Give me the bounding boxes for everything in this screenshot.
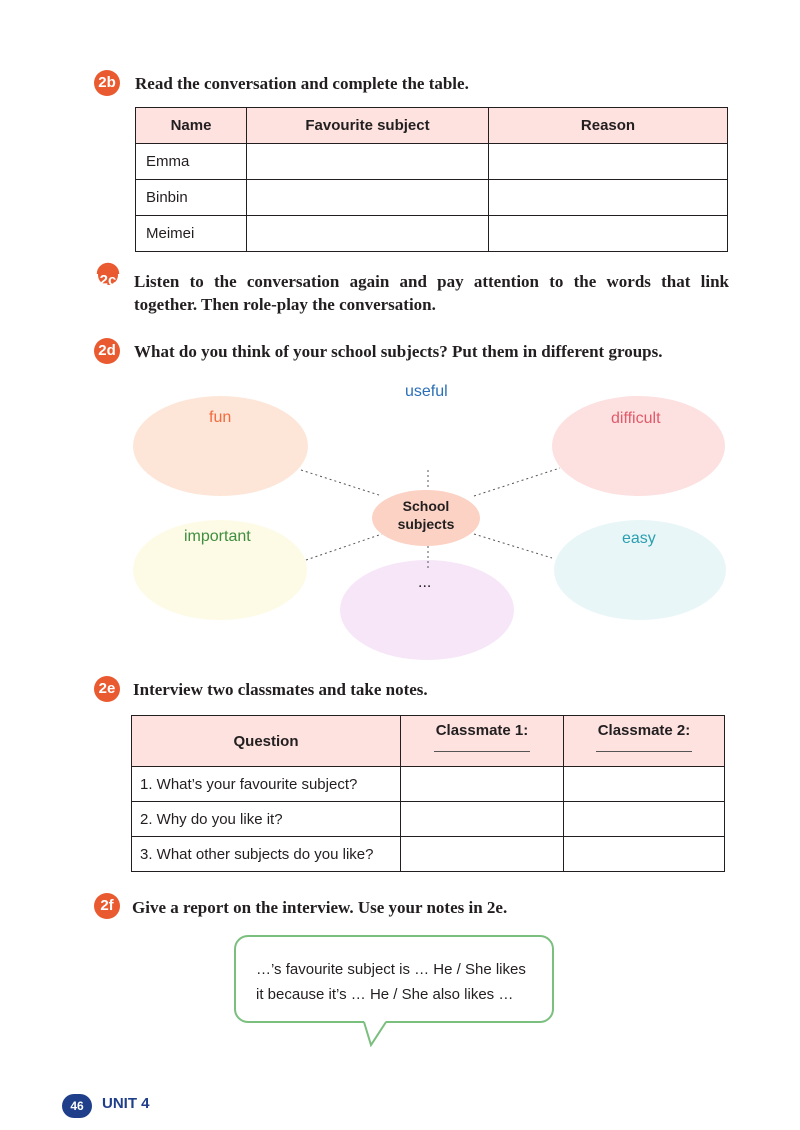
header-classmate-1-label: Classmate 1:	[435, 722, 529, 739]
instruction-2c-line1: Listen to the conversation again and pay attention to the words that link	[134, 272, 729, 291]
section-badge-2c: 2c	[99, 272, 117, 289]
group-label-easy: easy	[622, 530, 656, 547]
page-number: 46	[62, 1094, 92, 1118]
section-badge-2f: 2f	[94, 893, 120, 919]
speech-bubble	[234, 935, 554, 1023]
instruction-2f: Give a report on the interview. Use your notes in 2e.	[132, 898, 508, 917]
group-label-useful: useful	[405, 383, 448, 400]
row-name-binbin: Binbin	[136, 180, 247, 216]
center-label-line2: subjects	[397, 516, 455, 532]
header-question: Question	[132, 716, 401, 767]
center-label-line1: School	[402, 498, 450, 514]
section-badge-2b: 2b	[94, 70, 120, 96]
cell-blank[interactable]	[401, 767, 564, 802]
bubble-line2: it because it’s … He / She also likes …	[256, 986, 514, 1003]
header-favourite-subject: Favourite subject	[247, 108, 489, 144]
cell-blank[interactable]	[564, 837, 725, 872]
group-label-fun: fun	[209, 409, 232, 426]
instruction-2b: Read the conversation and complete the table.	[135, 74, 469, 93]
table-2e	[131, 715, 725, 872]
question-1: 1. What’s your favourite subject?	[132, 767, 401, 802]
header-classmate-2-label: Classmate 2:	[597, 722, 691, 739]
group-label-difficult: difficult	[611, 410, 661, 427]
instruction-2d: What do you think of your school subjects? Put them in different groups.	[134, 342, 663, 361]
section-badge-2d: 2d	[94, 338, 120, 364]
bubble-line1: …’s favourite subject is … He / She likes	[256, 961, 526, 978]
header-name: Name	[136, 108, 247, 144]
cell-blank[interactable]	[564, 767, 725, 802]
speech-bubble-tail	[360, 1020, 396, 1050]
header-classmate-2	[564, 716, 725, 767]
header-reason: Reason	[489, 108, 728, 144]
unit-label: UNIT 4	[102, 1095, 150, 1112]
section-badge-2e: 2e	[94, 676, 120, 702]
cell-blank[interactable]	[564, 802, 725, 837]
cell-blank[interactable]	[401, 802, 564, 837]
row-name-emma: Emma	[136, 144, 247, 180]
cell-blank[interactable]	[401, 837, 564, 872]
classmate-2-name-line[interactable]	[596, 751, 692, 752]
row-name-meimei: Meimei	[136, 216, 247, 252]
instruction-2e: Interview two classmates and take notes.	[133, 680, 428, 699]
group-label-important: important	[184, 528, 251, 545]
classmate-1-name-line[interactable]	[434, 751, 530, 752]
question-2: 2. Why do you like it?	[132, 802, 401, 837]
header-classmate-1	[401, 716, 564, 767]
group-label-more: ...	[418, 574, 432, 591]
instruction-2c-line2: together. Then role-play the conversation.	[134, 295, 436, 314]
question-3: 3. What other subjects do you like?	[132, 837, 401, 872]
